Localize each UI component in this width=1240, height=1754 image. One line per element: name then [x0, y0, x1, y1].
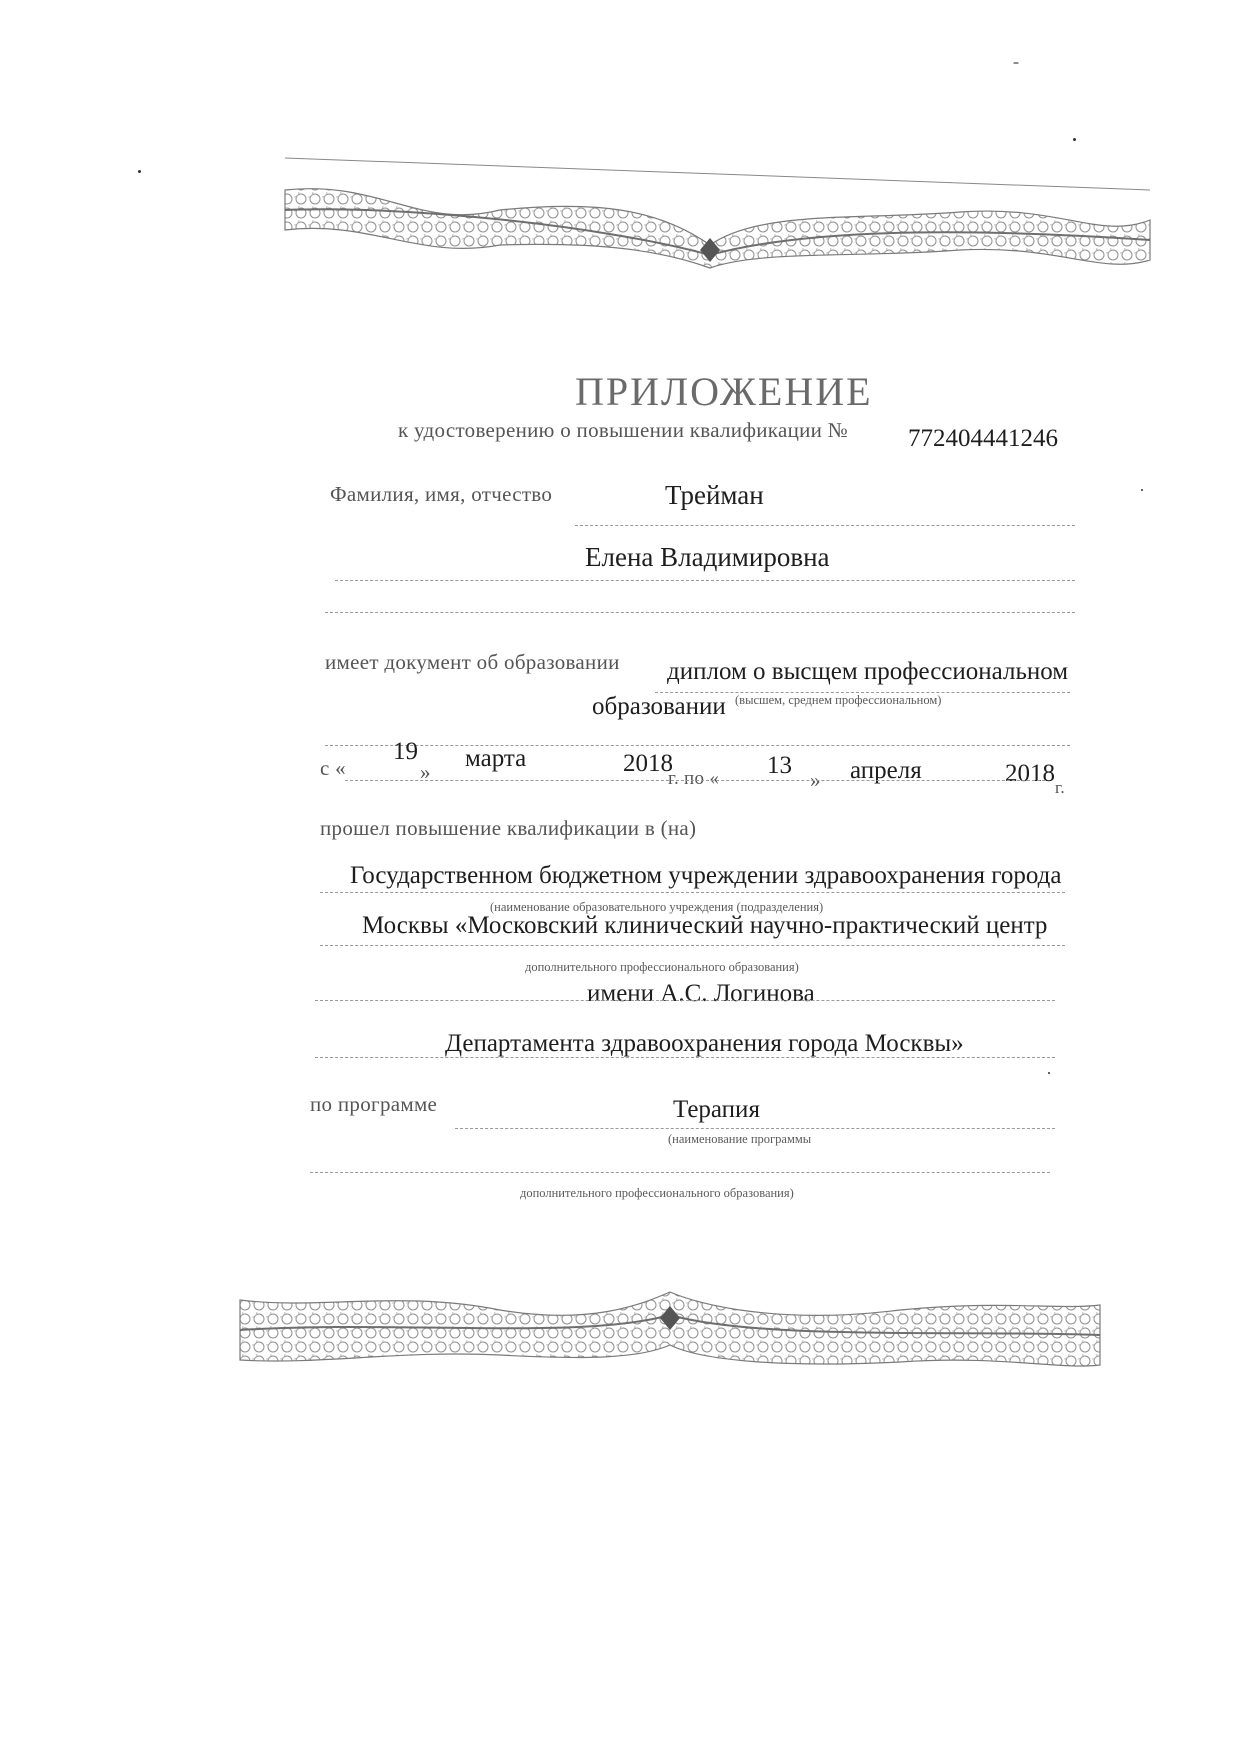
program-caption1: (наименование программы	[668, 1132, 812, 1146]
period-from-prefix: с «	[320, 756, 346, 780]
scan-speck	[1073, 138, 1076, 141]
certificate-number: 772404441246	[908, 425, 1058, 452]
holder-given-names: Елена Владимировна	[585, 542, 830, 572]
underline	[335, 580, 1075, 581]
institution-caption2: дополнительного профессионального образования)	[525, 960, 799, 974]
underline	[575, 525, 1075, 526]
underline	[320, 945, 1065, 946]
education-caption: (высшем, среднем профессиональном)	[735, 693, 942, 707]
name-label: Фамилия, имя, отчество	[330, 482, 553, 506]
period-to-day: 13	[767, 752, 792, 779]
underline	[315, 1000, 1055, 1001]
scan-speck	[1013, 62, 1019, 64]
certificate-subtitle: к удостоверению о повышении квалификации №	[398, 418, 849, 442]
underline	[345, 780, 1045, 781]
period-to-quote: »	[810, 768, 821, 792]
scan-speck	[1141, 489, 1143, 491]
education-line2: образовании	[592, 693, 726, 720]
institution-caption1: (наименование образовательного учреждения (подразделения)	[490, 900, 824, 914]
period-to-month: апреля	[850, 757, 922, 784]
institution-line1: Государственном бюджетном учреждении здравоохранения города	[350, 862, 1062, 889]
underline	[325, 612, 1075, 613]
education-label: имеет документ об образовании	[325, 650, 620, 674]
period-from-month: марта	[465, 745, 527, 772]
program-caption2: дополнительного профессионального образования)	[520, 1186, 794, 1200]
underline	[310, 1172, 1050, 1173]
holder-surname: Трейман	[665, 480, 764, 510]
underline	[315, 1057, 1055, 1058]
period-to-prefix: г. по «	[668, 768, 720, 789]
period-year-suffix: г.	[1055, 778, 1065, 797]
institution-line2: Москвы «Московский клинический научно-практический центр	[362, 912, 1048, 939]
document-title: ПРИЛОЖЕНИЕ	[575, 369, 873, 414]
institution-label: прошел повышение квалификации в (на)	[320, 816, 697, 840]
period-to-year: 2018	[1005, 760, 1055, 787]
period-from-year: 2018	[623, 750, 673, 777]
bottom-ornamental-border	[0, 1270, 1240, 1390]
underline	[325, 745, 1070, 746]
period-from-day: 19	[393, 738, 418, 765]
institution-line4: Департамента здравоохранения города Москвы»	[445, 1030, 964, 1057]
underline	[320, 892, 1065, 893]
program-name: Терапия	[673, 1096, 760, 1123]
program-label: по программе	[310, 1092, 438, 1116]
scan-speck	[1048, 1072, 1050, 1074]
top-ornamental-border	[0, 150, 1240, 300]
underline	[455, 1128, 1055, 1129]
institution-line3: имени А.С. Логинова	[587, 980, 815, 1007]
education-line1: диплом о высщем профессиональном	[667, 658, 1069, 685]
period-from-quote: »	[420, 760, 431, 784]
